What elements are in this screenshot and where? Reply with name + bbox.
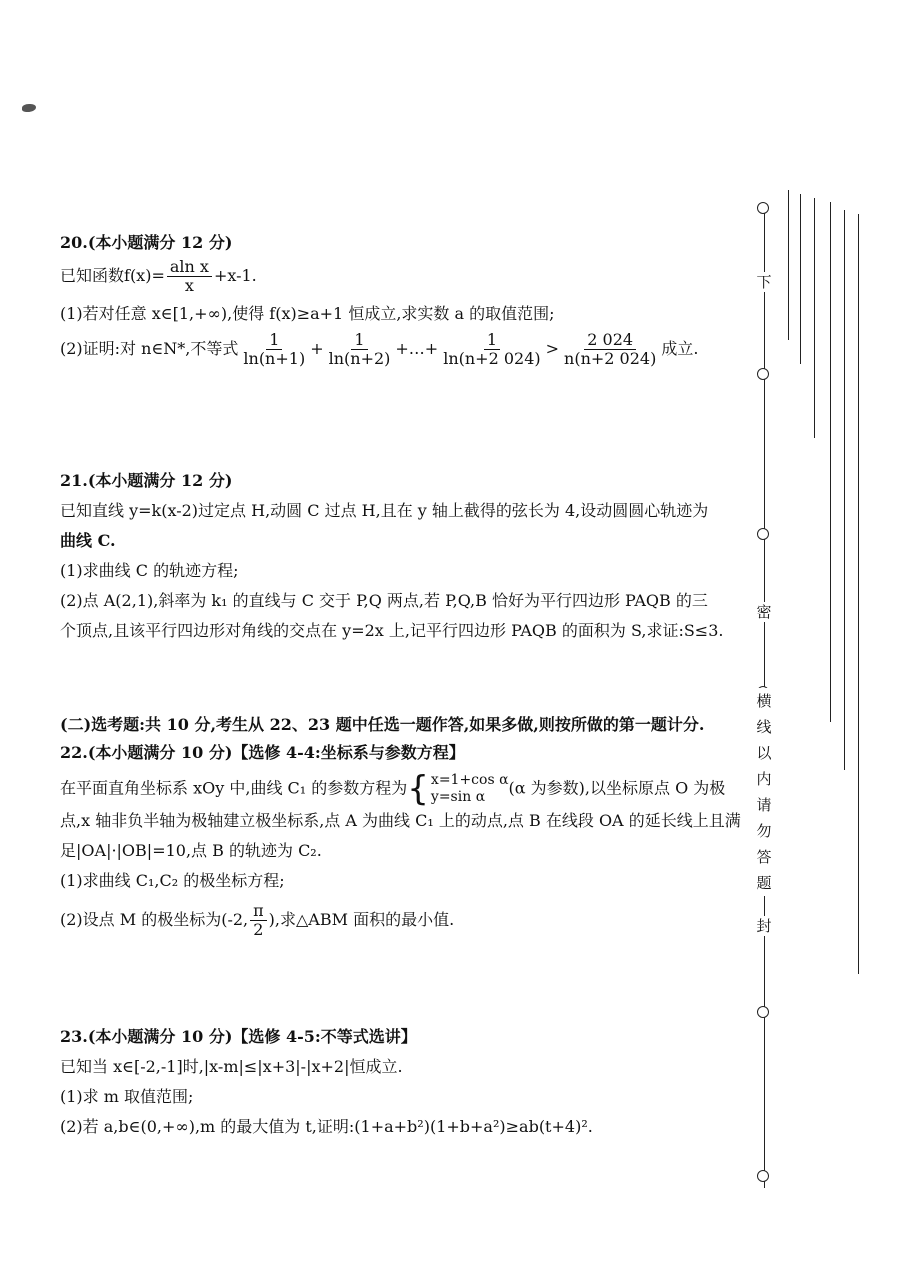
ellipsis: +…+ xyxy=(395,339,439,358)
question-21-part1: (1)求曲线 C 的轨迹方程; xyxy=(60,561,239,580)
fraction-denominator: n(n+2 024) xyxy=(564,349,657,368)
fraction-denominator: x xyxy=(184,276,194,295)
binding-line xyxy=(858,214,859,974)
fraction-numerator: 1 xyxy=(351,331,367,350)
line1-suffix: (α 为参数),以坐标原点 O 为极 xyxy=(508,778,726,798)
binding-circle xyxy=(757,528,769,540)
fraction-denominator: 2 xyxy=(253,920,264,939)
line1-prefix: 在平面直角坐标系 xOy 中,曲线 C₁ 的参数方程为 xyxy=(60,778,408,798)
question-22-heading: 22.(本小题满分 10 分)【选修 4-4:坐标系与参数方程】 xyxy=(60,743,465,762)
parametric-eq-x: x=1+cos α xyxy=(430,772,509,788)
pi-over-2 xyxy=(250,902,267,939)
question-20-part2 xyxy=(60,331,730,368)
warning-char: 以 xyxy=(754,740,774,766)
part2-prefix: (2)设点 M 的极坐标为(-2, xyxy=(60,910,249,929)
sum-term-1 xyxy=(240,331,308,368)
part2-prefix: (2)证明:对 n∈N*,不等式 xyxy=(60,339,239,358)
scan-mark xyxy=(22,104,36,112)
warning-char: 题 xyxy=(754,870,774,896)
binding-circle xyxy=(757,1170,769,1182)
warning-char: 答 xyxy=(754,844,774,870)
parametric-system xyxy=(407,769,509,809)
given-prefix: 已知函数 xyxy=(60,266,125,285)
warning-char: 勿 xyxy=(754,818,774,844)
binding-margin xyxy=(740,180,880,1200)
sum-term-2 xyxy=(326,331,394,368)
question-20-part1: (1)若对任意 x∈[1,+∞),使得 f(x)≥a+1 恒成立,求实数 a 的取值范围; xyxy=(60,304,555,323)
question-22-line3: 足|OA|·|OB|=10,点 B 的轨迹为 C₂. xyxy=(60,841,322,860)
fraction-denominator: ln(n+2) xyxy=(328,349,391,368)
function-name: f(x)= xyxy=(124,266,165,285)
question-23-part1: (1)求 m 取值范围; xyxy=(60,1087,194,1106)
binding-char-mi: 密 xyxy=(754,602,774,622)
warning-char: 横 xyxy=(754,688,774,714)
question-21-part2-line1: (2)点 A(2,1),斜率为 k₁ 的直线与 C 交于 P,Q 两点,若 P,Q,B 恰好为平行四边形 PAQB 的三 xyxy=(60,591,708,610)
question-20-given xyxy=(60,258,730,295)
binding-line xyxy=(788,190,789,340)
warning-char: 线 xyxy=(754,714,774,740)
rhs-fraction xyxy=(561,331,659,368)
question-21-part2-line2: 个顶点,且该平行四边形对角线的交点在 y=2x 上,记平行四边形 PAQB 的面积为 S,求证:S≤3. xyxy=(60,621,724,640)
question-22-part1: (1)求曲线 C₁,C₂ 的极坐标方程; xyxy=(60,871,285,890)
brace-symbol: { xyxy=(407,769,429,809)
greater-than-sign: > xyxy=(545,339,560,358)
fraction-numerator: 1 xyxy=(484,331,500,350)
question-20 xyxy=(60,228,730,368)
fraction-numerator: aln x xyxy=(167,258,212,277)
question-23 xyxy=(60,1022,730,1142)
question-23-part2: (2)若 a,b∈(0,+∞),m 的最大值为 t,证明:(1+a+b²)(1+b+a²)≥ab(t+4)². xyxy=(60,1117,593,1136)
sum-term-last xyxy=(440,331,543,368)
question-22 xyxy=(60,738,741,939)
fraction-numerator: 1 xyxy=(266,331,282,350)
given-fraction xyxy=(167,258,212,295)
fraction-numerator: 2 024 xyxy=(584,331,636,350)
question-21-line2: 曲线 C. xyxy=(60,531,116,550)
question-23-heading: 23.(本小题满分 10 分)【选修 4-5:不等式选讲】 xyxy=(60,1027,417,1046)
warning-char: 请 xyxy=(754,792,774,818)
binding-char-xia: 下 xyxy=(754,272,774,292)
given-suffix: +x-1. xyxy=(213,266,257,285)
optional-section xyxy=(60,710,730,740)
question-22-line2: 点,x 轴非负半轴为极轴建立极坐标系,点 A 为曲线 C₁ 上的动点,点 B 在线段 OA 的延长线上且满 xyxy=(60,811,741,830)
warning-char: 内 xyxy=(754,766,774,792)
parametric-eq-y: y=sin α xyxy=(430,789,486,805)
binding-line xyxy=(830,202,831,722)
question-21-heading: 21.(本小题满分 12 分) xyxy=(60,471,233,490)
question-22-part2 xyxy=(60,902,730,939)
fraction-denominator: ln(n+1) xyxy=(243,349,306,368)
fraction-denominator: ln(n+2 024) xyxy=(443,349,541,368)
binding-circle xyxy=(757,202,769,214)
binding-line xyxy=(844,210,845,770)
binding-line xyxy=(814,198,815,438)
question-22-line1 xyxy=(60,769,730,809)
question-23-line1: 已知当 x∈[-2,-1]时,|x-m|≤|x+3|-|x+2|恒成立. xyxy=(60,1057,403,1076)
fraction-numerator: π xyxy=(250,902,267,921)
binding-circle xyxy=(757,368,769,380)
plus-sign: + xyxy=(310,339,324,358)
question-21-line1: 已知直线 y=k(x-2)过定点 H,动圆 C 过点 H,且在 y 轴上截得的弦长为 4,设动圆圆心轨迹为 xyxy=(60,501,709,520)
question-20-heading: 20.(本小题满分 12 分) xyxy=(60,233,233,252)
binding-char-feng: 封 xyxy=(754,916,774,936)
binding-circle xyxy=(757,1006,769,1018)
part2-suffix: ),求△ABM 面积的最小值. xyxy=(268,910,455,929)
optional-section-heading: (二)选考题:共 10 分,考生从 22、23 题中任选一题作答,如果多做,则按所做的第一题计分. xyxy=(60,715,705,734)
part2-suffix: 成立. xyxy=(661,339,699,358)
question-21 xyxy=(60,466,730,646)
binding-line xyxy=(800,194,801,364)
